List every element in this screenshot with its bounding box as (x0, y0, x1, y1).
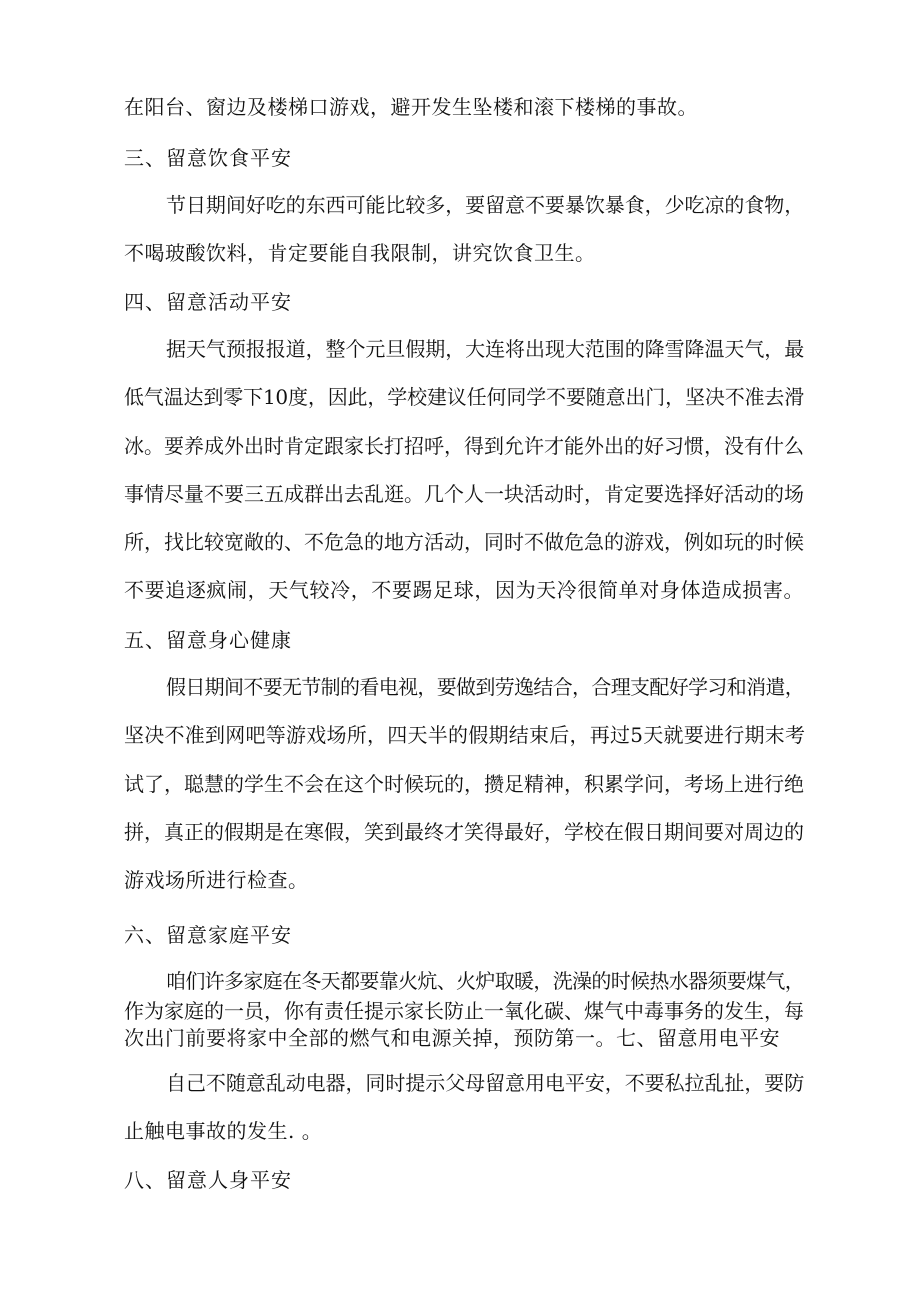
text-line: 止触电事故的发生. 。 (124, 1119, 323, 1143)
text-line: 据天气预报报道，整个元旦假期，大连将出现大范围的降雪降温天气，最 (166, 337, 804, 361)
section-heading-mental-health: 五、留意身心健康 (124, 628, 292, 652)
text-line: 游戏场所进行检查。 (124, 868, 309, 892)
text-line: 不喝玻酸饮料，肯定要能自我限制，讲究饮食卫生。 (124, 241, 596, 265)
section-heading-personal-safety: 八、留意人身平安 (124, 1168, 292, 1192)
section-heading-activity-safety: 四、留意活动平安 (124, 290, 292, 314)
text-line: 冰。要养成外出时肯定跟家长打招呼，得到允许才能外出的好习惯，没有什么 (124, 434, 804, 458)
text-line: 所，找比较宽敞的、不危急的地方活动，同时不做危急的游戏，例如玩的时候 (124, 530, 804, 554)
text-line: 拼，真正的假期是在寒假，笑到最终才笑得最好，学校在假日期间要对周边的 (124, 820, 804, 844)
text-line: 咱们许多家庭在冬天都要靠火炕、火炉取暖，洗澡的时候热水器须要煤气， (166, 969, 804, 993)
text-line: 事情尽量不要三五成群出去乱逛。几个人一块活动时，肯定要选择好活动的场 (124, 482, 804, 506)
text-line: 坚决不准到网吧等游戏场所，四天半的假期结束后，再过5天就要进行期末考 (124, 723, 806, 747)
text-line: 次出门前要将家中全部的燃气和电源关掉，预防第一。七、留意用电平安 (124, 1026, 780, 1050)
text-line: 试了，聪慧的学生不会在这个时候玩的，攒足精神，积累学问，考场上进行绝 (124, 772, 804, 796)
text-line: 假日期间不要无节制的看电视，要做到劳逸结合，合理支配好学习和消遣， (166, 675, 804, 699)
text-line: 作为家庭的一员，你有责任提示家长防止一氧化碳、煤气中毒事务的发生，每 (124, 999, 804, 1023)
section-heading-diet-safety: 三、留意饮食平安 (124, 146, 292, 170)
text-line: 不要追逐疯闹，天气较冷，不要踢足球，因为天冷很简单对身体造成损害。 (124, 578, 804, 602)
section-heading-home-safety: 六、留意家庭平安 (124, 923, 292, 947)
text-line: 自己不随意乱动电器，同时提示父母留意用电平安，不要私拉乱扯，要防 (166, 1071, 804, 1095)
text-line: 低气温达到零下10度，因此，学校建议任何同学不要随意出门，坚决不准去滑 (124, 385, 804, 409)
text-line: 节日期间好吃的东西可能比较多，要留意不要暴饮暴食，少吃凉的食物， (166, 193, 804, 217)
text-line: 在阳台、窗边及楼梯口游戏，避开发生坠楼和滚下楼梯的事故。 (124, 95, 698, 119)
